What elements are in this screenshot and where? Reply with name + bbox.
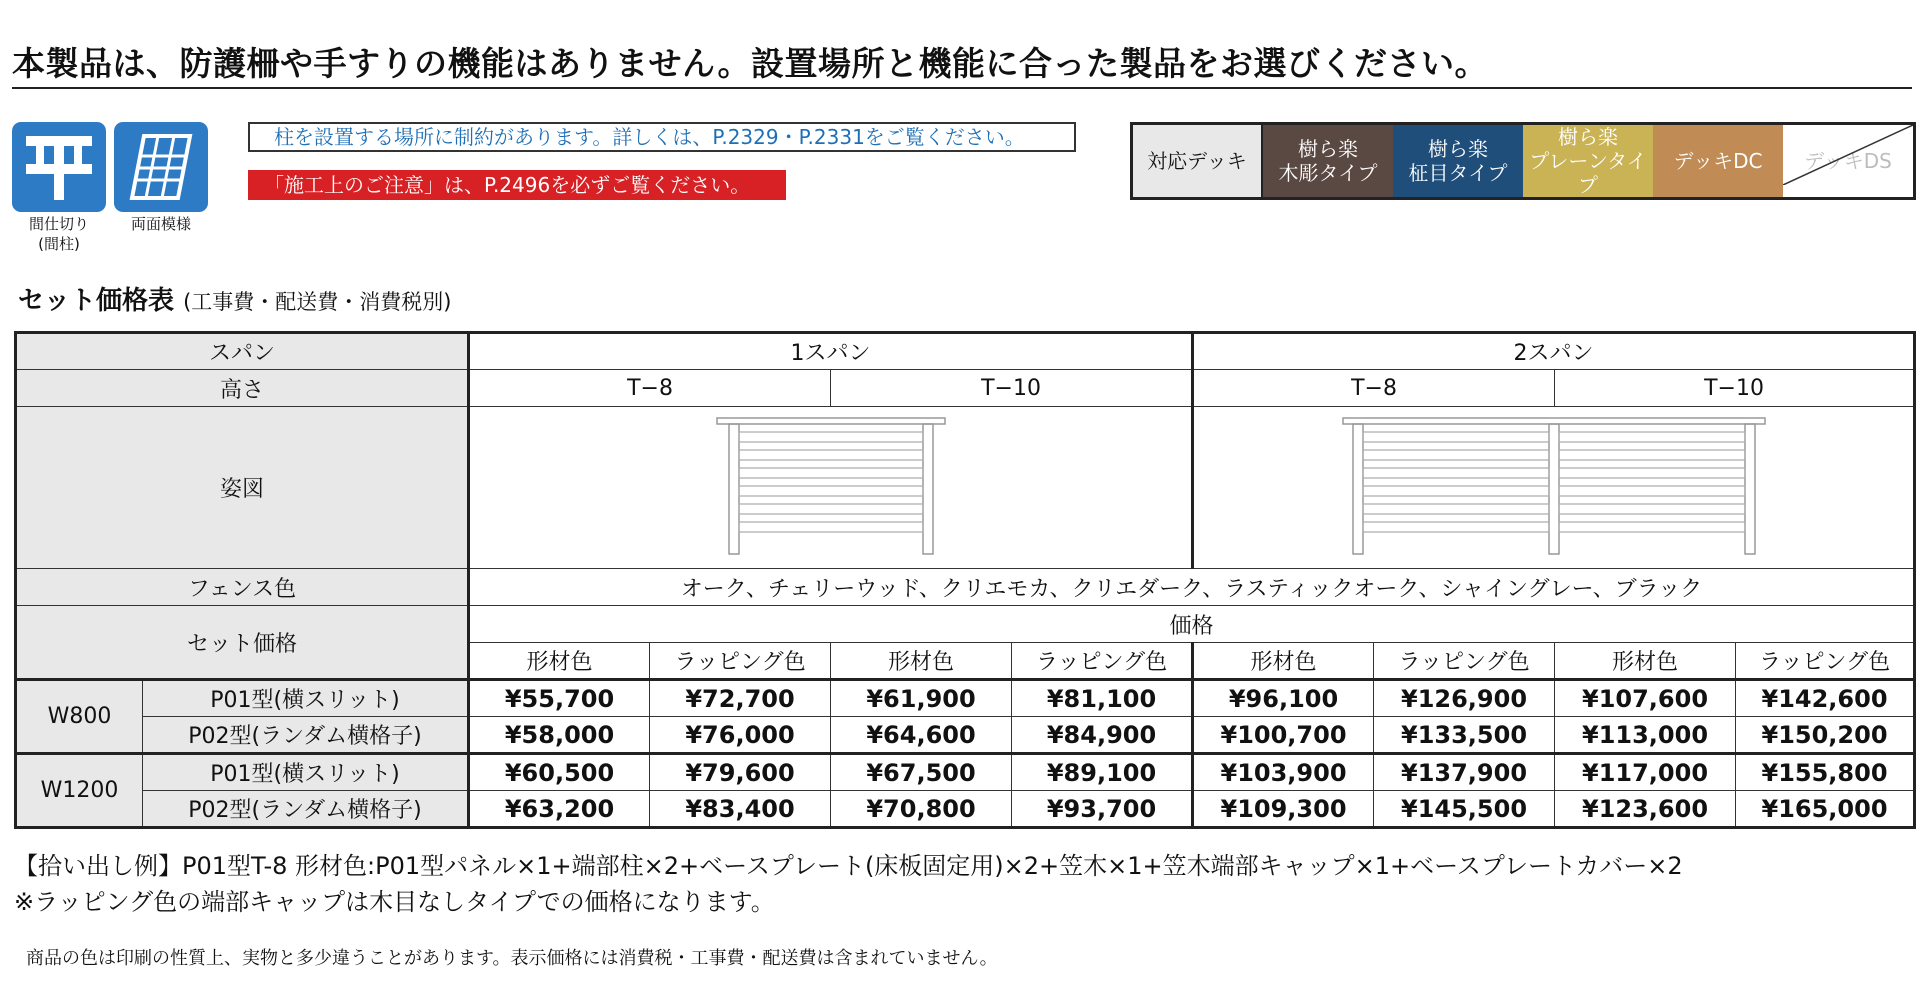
price-cell: ¥165,000 (1736, 791, 1915, 828)
price-cell: ¥142,600 (1736, 680, 1915, 717)
deck-dc (1653, 124, 1783, 199)
figure-1-span (469, 407, 1193, 569)
model-label: P02型(ランダム横格子) (143, 791, 469, 828)
color-disclaimer: 商品の色は印刷の性質上、実物と多少違うことがあります。表示価格には消費税・工事費・配送費は含まれていません。 (26, 948, 998, 969)
price-cell: ¥58,000 (469, 717, 650, 754)
price-cell: ¥107,600 (1555, 680, 1736, 717)
deck-kirara-wood (1262, 124, 1393, 199)
model-label: P02型(ランダム横格子) (143, 717, 469, 754)
price-cell: ¥63,200 (469, 791, 650, 828)
section-title-text: セット価格表 (18, 286, 175, 316)
figure-2-span (1193, 407, 1915, 569)
deck-kirara-masame (1393, 124, 1523, 199)
price-row (16, 754, 1915, 791)
span-2-header: 2スパン (1193, 333, 1915, 370)
fence-1span-drawing (711, 410, 951, 560)
price-cell: ¥155,800 (1736, 754, 1915, 791)
price-cell: ¥61,900 (831, 680, 1012, 717)
deck-kirara-plain-line2: プレーンタイプ (1529, 149, 1647, 197)
partition-post-icon (12, 122, 106, 212)
price-cell: ¥64,600 (831, 717, 1012, 754)
width-label: W1200 (16, 754, 143, 828)
price-header: 価格 (469, 606, 1915, 643)
construction-warning-note: 「施工上のご注意」は、P.2496を必ずご覧ください。 (248, 170, 786, 200)
price-cell: ¥133,500 (1374, 717, 1555, 754)
figure-header: 姿図 (16, 407, 469, 569)
price-cell: ¥72,700 (650, 680, 831, 717)
double-sided-pattern-caption-line1: 両面模様 (130, 215, 191, 233)
price-row (16, 791, 1915, 828)
strike-through-icon (1783, 125, 1913, 185)
fence-color-header: フェンス色 (16, 569, 469, 606)
finish-header: ラッピング色 (1012, 643, 1193, 680)
headline: 本製品は、防護柵や手すりの機能はありません。設置場所と機能に合った製品をお選びください。 (12, 44, 1488, 83)
price-cell: ¥84,900 (1012, 717, 1193, 754)
price-cell: ¥113,000 (1555, 717, 1736, 754)
finish-header: ラッピング色 (1736, 643, 1915, 680)
fence-2span-drawing (1339, 410, 1769, 560)
section-title (18, 280, 451, 317)
height-header: 高さ (16, 370, 469, 407)
height-1-t8: T−8 (469, 370, 831, 407)
finish-header: ラッピング色 (650, 643, 831, 680)
price-row (16, 717, 1915, 754)
section-subtitle: (工事費・配送費・消費税別) (183, 290, 452, 314)
price-cell: ¥81,100 (1012, 680, 1193, 717)
price-cell: ¥60,500 (469, 754, 650, 791)
price-cell: ¥67,500 (831, 754, 1012, 791)
price-cell: ¥93,700 (1012, 791, 1193, 828)
set-price-header: セット価格 (16, 606, 469, 680)
finish-header: 形材色 (1555, 643, 1736, 680)
price-cell: ¥89,100 (1012, 754, 1193, 791)
deck-kirara-masame-line1: 樹ら楽 (1428, 137, 1488, 161)
model-label: P01型(横スリット) (143, 680, 469, 717)
double-sided-pattern-caption (106, 214, 216, 234)
deck-kirara-wood-line2: 木彫タイプ (1278, 161, 1378, 185)
price-cell: ¥126,900 (1374, 680, 1555, 717)
deck-dc-label: デッキDC (1673, 149, 1763, 173)
deck-kirara-plain-line1: 樹ら楽 (1558, 125, 1618, 149)
span-header: スパン (16, 333, 469, 370)
price-cell: ¥83,400 (650, 791, 831, 828)
deck-compat-table (1130, 122, 1916, 200)
deck-ds-unavailable (1783, 124, 1915, 199)
price-cell: ¥145,500 (1374, 791, 1555, 828)
price-row (16, 680, 1915, 717)
partition-post-caption-line1: 間仕切り (28, 215, 89, 233)
pickup-example: 【拾い出し例】P01型T-8 形材色:P01型パネル×1+端部柱×2+ベースプレート(床板固定用)×2+笠木×1+笠木端部キャップ×1+ベースプレートカバー×2 (14, 852, 1683, 880)
price-cell: ¥100,700 (1193, 717, 1374, 754)
height-2-t10: T−10 (1555, 370, 1915, 407)
price-cell: ¥109,300 (1193, 791, 1374, 828)
double-sided-pattern-icon (114, 122, 208, 212)
partition-post-caption-line2: (間柱) (38, 235, 80, 253)
price-cell: ¥96,100 (1193, 680, 1374, 717)
deck-kirara-plain (1523, 124, 1653, 199)
price-cell: ¥79,600 (650, 754, 831, 791)
price-cell: ¥150,200 (1736, 717, 1915, 754)
deck-kirara-masame-line2: 柾目タイプ (1408, 161, 1508, 185)
finish-header: ラッピング色 (1374, 643, 1555, 680)
finish-header: 形材色 (469, 643, 650, 680)
price-cell: ¥55,700 (469, 680, 650, 717)
post-restriction-note: 柱を設置する場所に制約があります。詳しくは、P.2329・P.2331をご覧ください。 (248, 122, 1076, 152)
price-cell: ¥103,900 (1193, 754, 1374, 791)
headline-rule (12, 87, 1912, 89)
price-cell: ¥123,600 (1555, 791, 1736, 828)
span-1-header: 1スパン (469, 333, 1193, 370)
price-cell: ¥137,900 (1374, 754, 1555, 791)
width-label: W800 (16, 680, 143, 754)
partition-post-caption (4, 214, 114, 254)
price-table (14, 331, 1916, 829)
finish-header: 形材色 (1193, 643, 1374, 680)
price-cell: ¥76,000 (650, 717, 831, 754)
height-1-t10: T−10 (831, 370, 1193, 407)
deck-ds-label: デッキDS (1804, 149, 1892, 173)
fence-colors: オーク、チェリーウッド、クリエモカ、クリエダーク、ラスティックオーク、シャイングレー、ブラック (469, 569, 1915, 606)
wrapping-note: ※ラッピング色の端部キャップは木目なしタイプでの価格になります。 (14, 888, 775, 916)
model-label: P01型(横スリット) (143, 754, 469, 791)
deck-kirara-wood-line1: 樹ら楽 (1298, 137, 1358, 161)
price-cell: ¥70,800 (831, 791, 1012, 828)
deck-compat-label: 対応デッキ (1132, 124, 1263, 199)
price-cell: ¥117,000 (1555, 754, 1736, 791)
height-2-t8: T−8 (1193, 370, 1555, 407)
finish-header: 形材色 (831, 643, 1012, 680)
